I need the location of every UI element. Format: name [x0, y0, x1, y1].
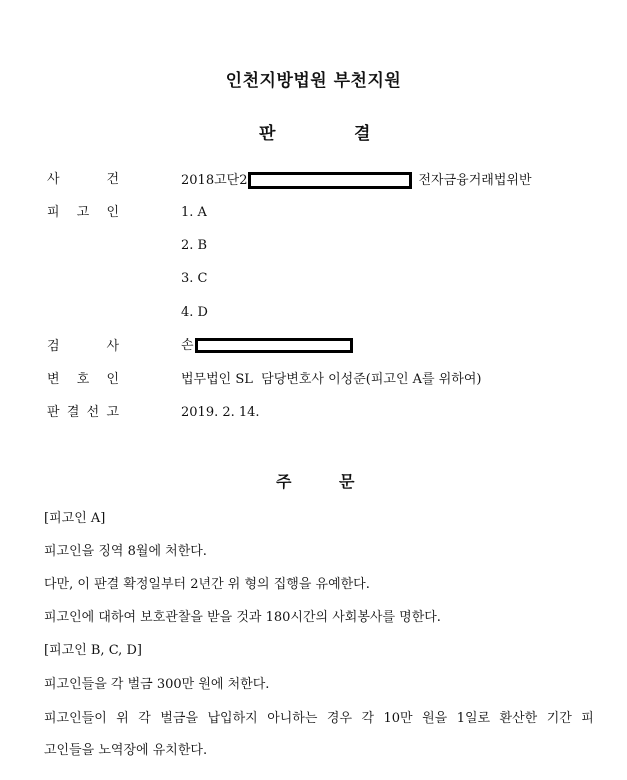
- court-name: 인천지방법원 부천지원: [225, 71, 402, 91]
- holding-word: 위: [116, 711, 129, 726]
- defendants-label-char: 인: [106, 205, 119, 220]
- document-title-second-char: 결: [354, 124, 371, 144]
- judgment-date-label-char: 결: [66, 405, 80, 420]
- counsel-value: 법무법인 SL 담당변호사 이성준(피고인 A를 위하여): [181, 372, 482, 387]
- holding-word: 원을: [422, 711, 448, 726]
- judgment-date-label-char: 고: [106, 405, 119, 420]
- counsel-label-char: 인: [106, 372, 119, 387]
- prosecutor-name-prefix: 손: [181, 338, 194, 353]
- judgment-date-label-char: 선: [86, 405, 100, 420]
- holding-word: 피고인들이: [44, 711, 107, 726]
- judgment-date-label: [47, 405, 119, 421]
- holding-word: 1일로: [456, 711, 491, 726]
- case-number-prefix: 2018고단2: [181, 173, 248, 188]
- holding-word: 각: [138, 711, 151, 726]
- holding-word: 10만: [383, 711, 413, 726]
- judgment-date-label-char: 판: [47, 405, 60, 420]
- holding-line: 고인들을 노역장에 유치한다.: [44, 743, 208, 758]
- holding-line: 피고인들을 각 벌금 300만 원에 처한다.: [44, 677, 270, 692]
- defendants-label-char: 피: [47, 205, 60, 220]
- case-number: [181, 172, 532, 189]
- prosecutor-name: [181, 338, 353, 354]
- holding-line: [피고인 A]: [44, 511, 106, 526]
- holding-word: 아니하는: [267, 711, 318, 726]
- prosecutor-label-char: 검: [47, 339, 60, 354]
- case-title: 전자금융거래법위반: [418, 173, 532, 188]
- holding-word: 기간: [546, 711, 572, 726]
- holding-word: 피: [581, 711, 594, 726]
- defendant-item: 1. A: [181, 205, 207, 220]
- counsel-label-char: 변: [47, 372, 60, 387]
- holding-word: 환산한: [499, 711, 538, 726]
- holding-title-second-char: 문: [339, 472, 355, 491]
- holding-line: [피고인 B, C, D]: [44, 643, 142, 658]
- holding-word: 경우: [326, 711, 353, 726]
- defendant-item: 2. B: [181, 238, 208, 253]
- document-title-first-char: 판: [259, 124, 276, 144]
- defendants-label-char: 고: [76, 205, 90, 220]
- defendant-item: 4. D: [181, 305, 208, 320]
- case-label-char: 사: [47, 172, 60, 187]
- holding-line: 피고인을 징역 8월에 처한다.: [44, 544, 207, 559]
- counsel-label-char: 호: [76, 372, 90, 387]
- holding-title-first-char: 주: [276, 472, 292, 491]
- judgment-date: 2019. 2. 14.: [181, 405, 260, 420]
- counsel-label: [47, 372, 119, 388]
- holding-word: 각: [361, 711, 375, 726]
- holding-line: 다만, 이 판결 확정일부터 2년간 위 형의 집행을 유예한다.: [44, 577, 370, 592]
- holding-line-justified: [44, 711, 594, 727]
- prosecutor-label-char: 사: [106, 339, 119, 354]
- defendants-label: [47, 205, 119, 221]
- redaction-box: [195, 338, 353, 353]
- defendant-item: 3. C: [181, 271, 208, 286]
- case-label-char: 건: [106, 172, 119, 187]
- prosecutor-label: [47, 339, 119, 355]
- holding-word: 벌금을: [160, 711, 199, 726]
- redaction-box: [248, 172, 412, 189]
- case-label: [47, 172, 119, 188]
- holding-line: 피고인에 대하여 보호관찰을 받을 것과 180시간의 사회봉사를 명한다.: [44, 610, 441, 625]
- holding-word: 납입하지: [207, 711, 258, 726]
